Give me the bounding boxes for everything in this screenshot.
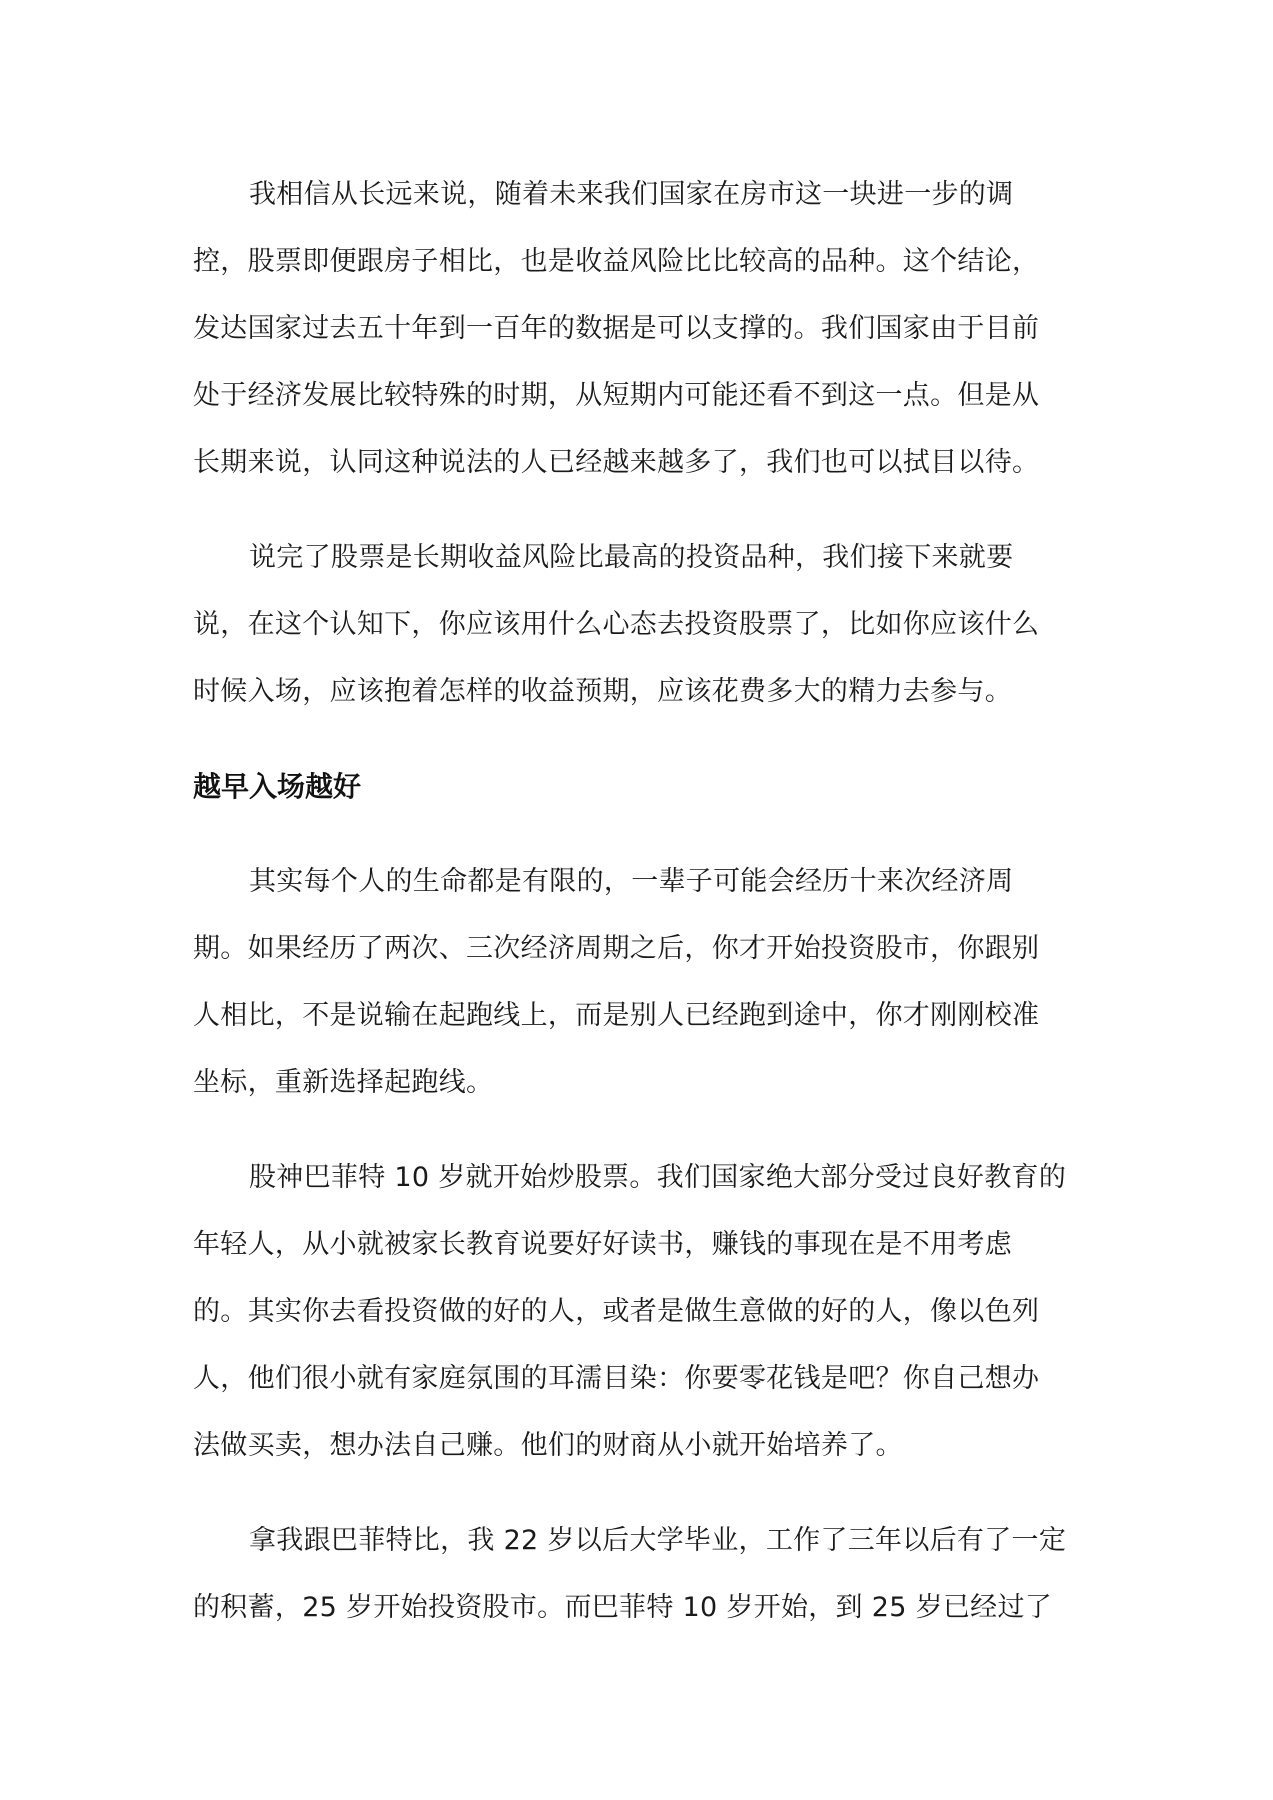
paragraph-gap (193, 820, 1083, 848)
paragraph-gap (193, 1479, 1083, 1507)
paragraph-line: 人，他们很小就有家庭氛围的耳濡目染：你要零花钱是吧？你自己想办 (193, 1363, 1040, 1394)
paragraph-line: 人相比，不是说输在起跑线上，而是别人已经跑到途中，你才刚刚校准 (193, 1000, 1040, 1031)
paragraph-line: 法做买卖，想办法自己赚。他们的财商从小就开始培养了。 (193, 1430, 903, 1461)
paragraph-line: 股神巴菲特 10 岁就开始炒股票。我们国家绝大部分受过良好教育的 (249, 1162, 1067, 1193)
paragraph-line: 其实每个人的生命都是有限的，一辈子可能会经历十来次经济周 (249, 866, 1014, 897)
paragraph-line: 长期来说，认同这种说法的人已经越来越多了，我们也可以拭目以待。 (193, 447, 1040, 478)
paragraph-line: 时候入场，应该抱着怎样的收益预期，应该花费多大的精力去参与。 (193, 676, 1012, 707)
paragraph-line: 拿我跟巴菲特比，我 22 岁以后大学毕业，工作了三年以后有了一定 (249, 1525, 1067, 1556)
article-body (193, 161, 1083, 1641)
paragraph (193, 161, 1083, 496)
paragraph (193, 1144, 1083, 1479)
section-heading: 越早入场越好 (193, 770, 362, 803)
paragraph-line: 年轻人，从小就被家长教育说要好好读书，赚钱的事现在是不用考虑 (193, 1229, 1012, 1260)
paragraph (193, 1507, 1083, 1641)
paragraph-line: 说，在这个认知下，你应该用什么心态去投资股票了，比如你应该什么 (193, 609, 1040, 640)
paragraph-line: 发达国家过去五十年到一百年的数据是可以支撑的。我们国家由于目前 (193, 313, 1040, 344)
paragraph-line: 我相信从长远来说，随着未来我们国家在房市这一块进一步的调 (249, 179, 1014, 210)
paragraph-line: 处于经济发展比较特殊的时期，从短期内可能还看不到这一点。但是从 (193, 380, 1040, 411)
paragraph-line: 的。其实你去看投资做的好的人，或者是做生意做的好的人，像以色列 (193, 1296, 1040, 1327)
paragraph-line: 说完了股票是长期收益风险比最高的投资品种，我们接下来就要 (249, 542, 1014, 573)
paragraph-gap (193, 1116, 1083, 1144)
paragraph-gap (193, 496, 1083, 524)
paragraph-line: 坐标，重新选择起跑线。 (193, 1067, 494, 1098)
paragraph (193, 524, 1083, 725)
paragraph (193, 848, 1083, 1116)
paragraph-line: 的积蓄，25 岁开始投资股市。而巴菲特 10 岁开始，到 25 岁已经过了 (193, 1592, 1053, 1623)
paragraph-line: 期。如果经历了两次、三次经济周期之后，你才开始投资股市，你跟别 (193, 933, 1040, 964)
paragraph-gap (193, 725, 1083, 753)
paragraph-line: 控，股票即便跟房子相比，也是收益风险比比较高的品种。这个结论， (193, 246, 1040, 277)
